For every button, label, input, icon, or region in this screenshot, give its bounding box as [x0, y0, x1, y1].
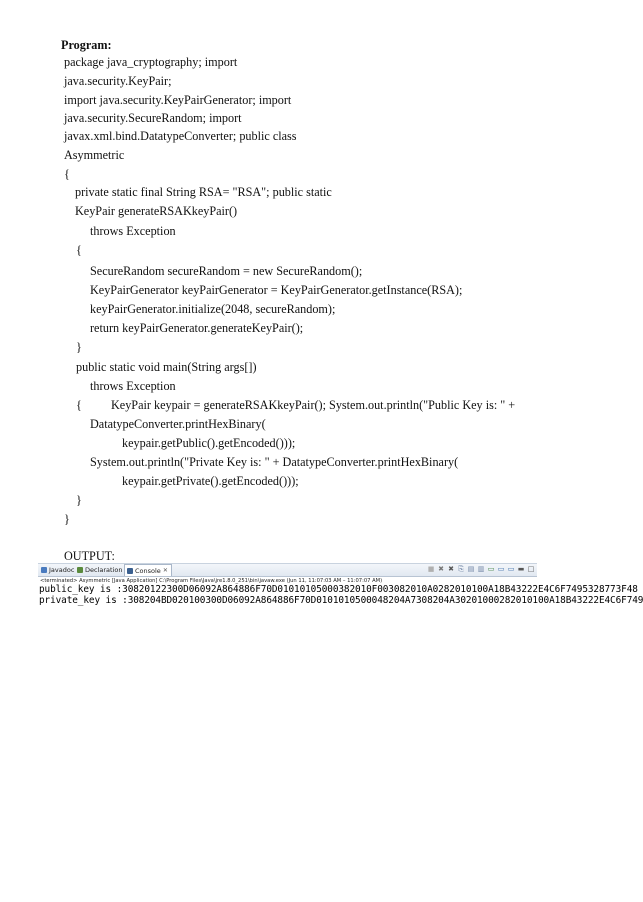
code-line: KeyPair keypair = generateRSAKkeyPair(); System.out.println("Public Key is: " + [111, 398, 516, 412]
code-line: } [76, 340, 82, 354]
tab-declaration[interactable] [75, 565, 125, 575]
code-line: private static final String RSA= "RSA"; public static [75, 185, 332, 199]
tab-console-label: Console [135, 566, 161, 575]
code-line: java.security.KeyPair; [64, 74, 172, 88]
remove-launch-icon[interactable]: ✖ [438, 565, 444, 573]
tab-javadoc[interactable] [39, 565, 77, 575]
code-line: throws Exception [90, 379, 176, 393]
console-output-line: public_key is :30820122300D06092A864886F70D01010105000382010F003082010A0282010100A18B43222E4C6F7495328773F48 [39, 584, 638, 595]
display-console-icon[interactable]: ▭ [497, 565, 505, 573]
code-line: } [64, 512, 70, 526]
code-line: throws Exception [90, 224, 176, 238]
code-line: import java.security.KeyPairGenerator; import [64, 93, 292, 107]
word-wrap-icon[interactable]: ▥ [477, 565, 485, 573]
code-line: System.out.println("Private Key is: " + DatatypeConverter.printHexBinary( [90, 455, 459, 469]
code-line: java.security.SecureRandom; import [64, 111, 242, 125]
scroll-lock-icon[interactable]: ▤ [467, 565, 475, 573]
code-line: DatatypeConverter.printHexBinary( [90, 417, 266, 431]
console-icon [127, 568, 133, 574]
remove-all-icon[interactable]: ✖ [448, 565, 454, 573]
code-line: KeyPair generateRSAKkeyPair() [75, 204, 238, 218]
output-label: OUTPUT: [64, 549, 115, 563]
console-screenshot [38, 563, 643, 618]
tab-declaration-label: Declaration [85, 566, 123, 574]
console-tab-bar [38, 564, 537, 577]
console-status-line: <terminated> Asymmetric [Java Application] C:\Program Files\Java\jre1.8.0_251\bin\javaw.exe (Jun 11, 11:07:03 AM – 11:07:07 AM) [40, 578, 383, 584]
minimize-icon[interactable]: ▬ [517, 565, 525, 573]
declaration-icon [77, 567, 83, 573]
code-line: { [64, 167, 70, 181]
code-line: KeyPairGenerator keyPairGenerator = KeyPairGenerator.getInstance(RSA); [90, 283, 463, 297]
console-output-line: private_key is :308204BD020100300D06092A864886F70D0101010500048204A7308204A30201000282010100A18B43222E4C6F749 [39, 595, 643, 606]
copy-icon[interactable]: ⎘ [458, 565, 464, 573]
code-line: return keyPairGenerator.generateKeyPair(); [90, 321, 304, 335]
code-line: public static void main(String args[]) [76, 360, 257, 374]
code-line: { [76, 398, 82, 412]
code-line: } [76, 493, 82, 507]
tab-console[interactable] [124, 564, 172, 576]
code-line: package java_cryptography; import [64, 55, 238, 69]
code-line: Asymmetric [64, 148, 125, 162]
code-line: javax.xml.bind.DatatypeConverter; public class [64, 129, 297, 143]
close-icon[interactable]: ✕ [162, 566, 168, 574]
code-line: keypair.getPublic().getEncoded())); [122, 436, 296, 450]
code-line: keypair.getPrivate().getEncoded())); [122, 474, 299, 488]
stop-icon[interactable]: ■ [427, 565, 435, 573]
code-line: { [76, 243, 82, 257]
maximize-icon[interactable]: □ [527, 565, 535, 573]
code-line: keyPairGenerator.initialize(2048, secureRandom); [90, 302, 336, 316]
new-console-icon[interactable]: ▭ [507, 565, 515, 573]
program-heading: Program: [61, 38, 112, 52]
code-line: SecureRandom secureRandom = new SecureRandom(); [90, 264, 363, 278]
tab-javadoc-label: Javadoc [49, 566, 75, 574]
console-toolbar [427, 565, 535, 575]
pin-icon[interactable]: ▭ [487, 565, 495, 573]
javadoc-icon [41, 567, 47, 573]
